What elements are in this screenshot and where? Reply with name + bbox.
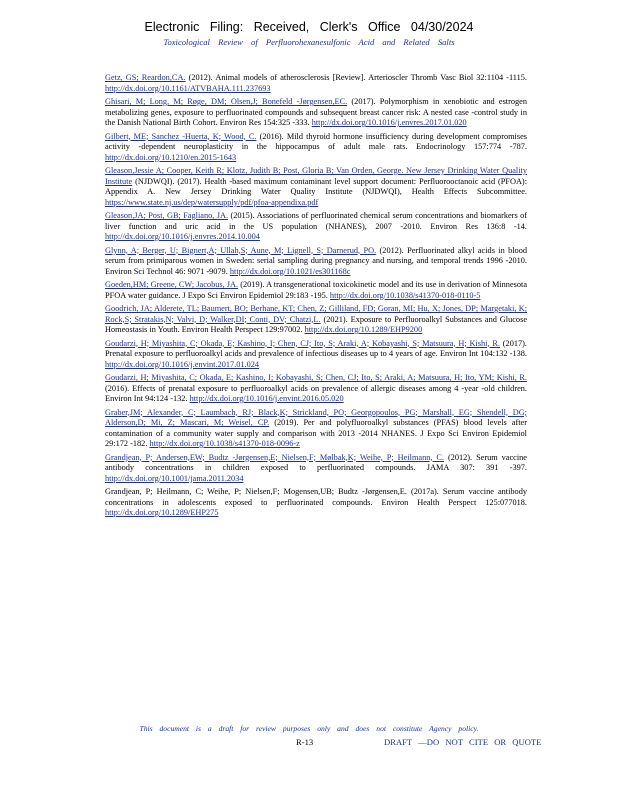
reference-doi-link[interactable]: http://dx.doi.org/10.1210/en.2015-1643 [105,152,237,162]
reference-doi-link[interactable]: http://dx.doi.org/10.1038/s41370-018-0096-z [149,439,300,448]
reference-authors-link[interactable]: Gilbert, ME; Sanchez -Huerta, K; Wood, C. [105,131,257,141]
reference-body: (2017). Prenatal exposure to perfluoroalkyl acids and prevalence of infectious diseases up to 4 years of age. Environ Int 104:132 -138. [105,338,527,358]
reference-body: (NJDWQI). (2017). Health -based maximum contaminant level support document: Perfluorooctanoic acid (PFOA): Appendix A. New Jersey Drinking Water Quality Institute (NJDWQI), Health Effects Subcommittee. [105,176,528,196]
reference-body: (2019). Per and polyfluoroalkyl substances (PFAS) blood levels after contamination of a community water supply and comparison with 2013 -2014 NHANES. J Expo Sci Environ Epidemiol 29:172 -182. [105,418,527,448]
running-title: Toxicological Review of Perfluorohexanesulfonic Acid and Related Salts [163,37,455,47]
reference-entry [105,73,527,94]
reference-doi-link[interactable]: http://dx.doi.org/10.1289/EHP9200 [304,325,423,334]
reference-doi-link[interactable]: http://dx.doi.org/10.1016/j.envint.2016.05.020 [189,394,344,403]
reference-doi-link[interactable]: http://dx.doi.org/10.1289/EHP275 [105,508,219,517]
reference-authors-link[interactable]: Ghisari, M; Long, M; Røge, DM; Olsen,J; Bonefeld -Jørgensen,EC. [105,97,348,106]
reference-entry [105,339,527,371]
reference-doi-link[interactable]: http://dx.doi.org/10.1001/jama.2011.2034 [105,473,244,483]
reference-body: (2019). A transgenerational toxicokinetic model and its use in derivation of Minnesota PFOA water guidance. J Expo Sci Environ Epidemiol 29:183 -195. [105,280,528,300]
reference-body: (2017). Polymorphism in xenobiotic and estrogen metabolizing genes, exposure to perfluorinated compounds and subsequent breast cancer risk: A nested case -control study in the Danish National Birth Cohort. Environ Res 154:325 -333. [105,97,528,127]
reference-doi-link[interactable]: http://dx.doi.org/10.1016/j.envres.2014.10.004 [105,232,260,241]
reference-entry [105,246,527,278]
reference-authors-link[interactable]: Goudarzi, H; Miyashita, C; Okada, E; Kashino, I; Chen, CJ; Ito, S; Araki, A; Kobayashi, S; Matsuura, H; Kishi, R. [105,338,500,348]
draft-disclaimer: This document is a draft for review purposes only and does not constitute Agency policy. [139,724,479,733]
reference-entry [105,487,527,519]
reference-doi-link[interactable]: http://dx.doi.org/10.1161/ATVBAHA.111.237693 [105,83,271,93]
reference-list [105,73,527,522]
page-number: R-13 [296,737,314,747]
reference-doi-link[interactable]: http://dx.doi.org/10.1021/es301168c [229,266,351,276]
reference-authors-link[interactable]: Goeden,HM; Greene, CW; Jacobus, JA. [105,280,239,289]
reference-authors-link[interactable]: Grandjean, P; Andersen,EW; Budtz -Jørgensen,E; Nielsen,F; Mølbak,K; Weihe, P; Heilmann, C. [105,452,444,462]
reference-entry [105,132,527,164]
reference-doi-link[interactable]: http://dx.doi.org/10.1016/j.envint.2017.01.024 [105,359,260,369]
filing-stamp: Electronic Filing: Received, Clerk's Office 04/30/2024 [144,20,474,34]
reference-entry [105,166,527,208]
reference-body: (2015). Associations of perfluorinated chemical serum concentrations and biomarkers of liver function and uric acid in the US population (NHANES), 2007 -2010. Environ Res 136:8 -14. [105,211,527,231]
reference-entry [105,408,527,450]
reference-entry [105,304,527,336]
draft-notice: DRAFT —DO NOT CITE OR QUOTE [384,737,542,747]
reference-authors-link[interactable]: Goodrich, JA; Alderete, TL; Baumert, BO; Berhane, KT; Chen, Z; Gilliland, FD; Goran, MI; Hu, X; Jones, DP; Margetaki, K; Rock,S; Stratakis,N; Valvi, D; Walker,DI; Conti, DV; Chatzi,L. [105,304,527,324]
reference-body: (2012). Animal models of atherosclerosis [Review]. Arterioscler Thromb Vasc Biol 32:1104 -1115. [188,73,528,82]
reference-body: (2016). Effects of prenatal exposure to perfluoroalkyl acids on prevalence of allergic diseases among 4 -year -old children. Environ Int 94:124 -132. [105,383,527,403]
reference-authors-link[interactable]: Gleason,JA; Post, GB; Fagliano, JA. [105,211,229,220]
reference-body: Grandjean, P; Heilmann, C; Weihe, P; Nielsen,F; Mogensen,UB; Budtz -Jørgensen,E. (2017a). Serum vaccine antibody concentrations in adolescents exposed to perfluorinated compounds. Environ Health Perspect 125:077018. [105,487,527,507]
reference-authors-link[interactable]: Goudarzi, H; Miyashita, C; Okada, E; Kashino, I; Kobayashi, S; Chen, CJ; Ito, S; Araki, A; Matsuura, H; Ito, YM; Kishi, R. [105,373,527,382]
reference-body: (2012). Serum vaccine antibody concentrations in children exposed to perfluorinated compounds. JAMA 307: 391 -397. [105,452,527,472]
reference-doi-link[interactable]: http://dx.doi.org/10.1016/j.envres.2017.01.020 [311,118,467,127]
reference-body: (2012). Perfluorinated alkyl acids in blood serum from primiparous women in Sweden: serial sampling during pregnancy and nursing, and temporal trends 1996 -2010. Environ Sci Technol 46: 9071 -9079. [105,245,528,276]
reference-entry [105,280,527,301]
reference-entry [105,211,527,243]
reference-authors-link[interactable]: Glynn, A; Berger, U; Bignert,A; Ullah,S; Aune, M; Lignell, S; Darnerud, PO. [105,245,377,255]
reference-entry [105,453,527,485]
reference-doi-link[interactable]: https://www.state.nj.us/dep/watersupply/pdf/pfoa-appendixa.pdf [105,197,319,207]
reference-authors-link[interactable]: Graber,JM; Alexander, C; Laumbach, RJ; Black,K; Strickland, PO; Georgopoulos, PG; Marshall, EG; Shendell, DG; Alderson,D; Mi, Z; Mascari, M; Weisel, CP. [105,407,527,427]
reference-doi-link[interactable]: http://dx.doi.org/10.1038/s41370-018-0110-5 [329,290,481,300]
reference-body: (2016). Mild thyroid hormone insufficiency during development compromises activity -dependent neuroplasticity in the hippocampus of adult male rats. Endocrinology 157:774 -787. [105,131,528,151]
reference-entry [105,373,527,405]
reference-entry [105,97,527,129]
reference-authors-link[interactable]: Gleason,Jessie A; Cooper, Keith R; Klotz, Judith B; Post, Gloria B; Van Orden, George. New Jersey Drinking Water Quality Institute [105,166,527,186]
reference-authors-link[interactable]: Getz, GS; Reardon,CA. [105,73,186,82]
reference-body: (2021). Exposure to Perfluoroalkyl Substances and Glucose Homeostasis in Youth. Environ Health Perspect 129:97002. [105,314,527,334]
